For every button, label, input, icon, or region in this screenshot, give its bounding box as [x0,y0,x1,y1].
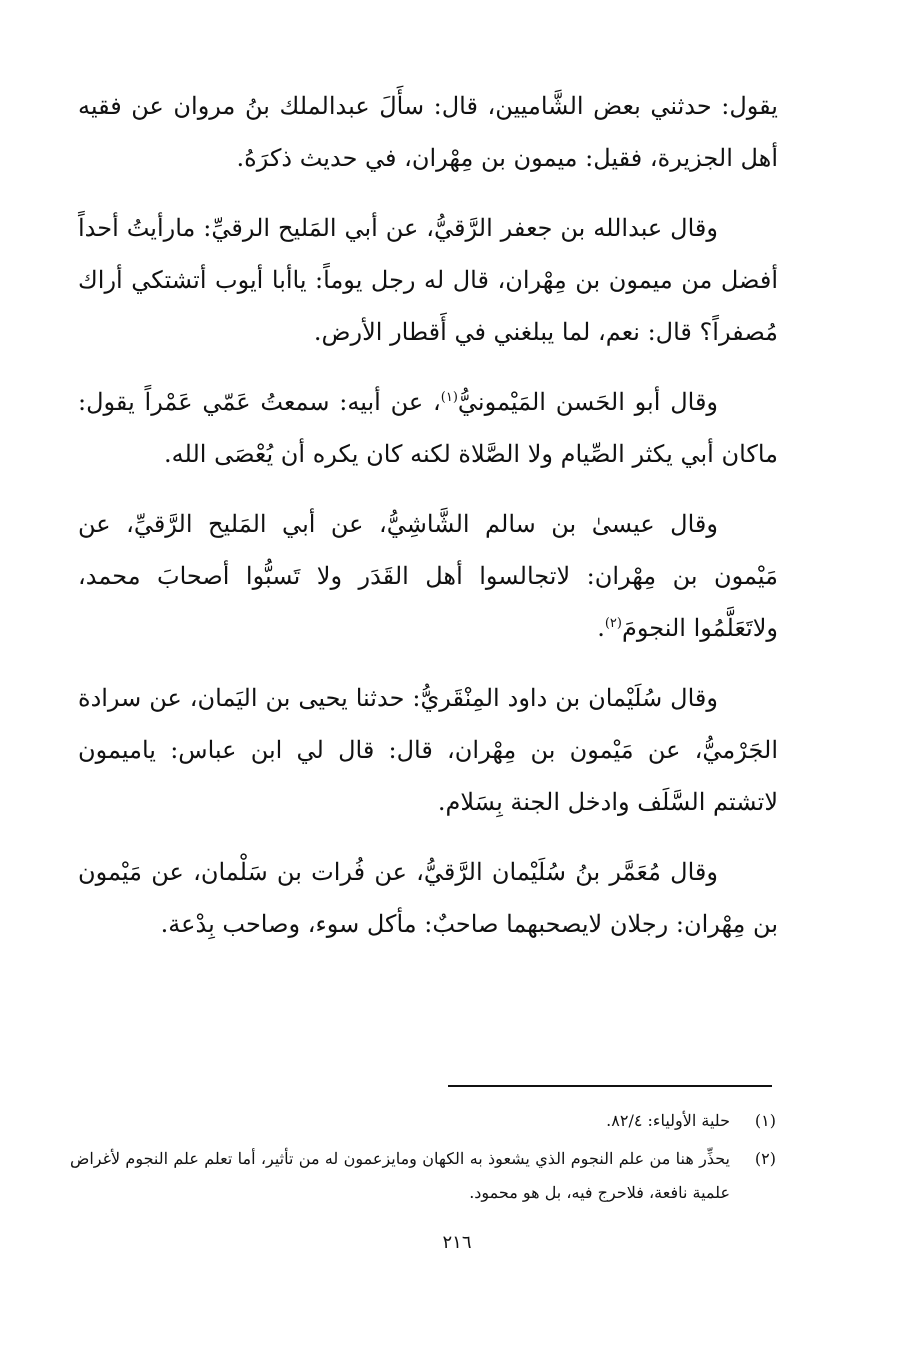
paragraph-5: وقال سُلَيْمان بن داود المِنْقَريُّ: حدثنا يحيى بن اليَمان، عن سرادة الجَرْميُّ، عن مَيْمون بن مِهْران، قال: قال لي ابن عباس: ياميمون لاتشتم السَّلَف وادخل الجنة بِسَلام. [78,684,778,816]
footnote-1 [70,1104,776,1138]
footnote-number: (١) [754,1111,776,1130]
footnote-ref-2[interactable]: (٢) [604,616,622,631]
paragraph-3 [78,376,778,480]
footnotes [70,1104,776,1214]
paragraph-1: يقول: حدثني بعض الشَّاميين، قال: سأَلَ عبدالملك بنُ مروان عن فقيه أهل الجزيرة، فقيل: ميمون بن مِهْران، في حديث ذكرَهُ. [78,92,778,172]
paragraph-6: وقال مُعَمَّر بنُ سُلَيْمان الرَّقيُّ، عن فُرات بن سَلْمان، عن مَيْمون بن مِهْران: رجلان لايصحبهما صاحبٌ: مأكل سوء، وصاحب بِدْعة. [78,858,778,938]
main-text [78,80,778,968]
footnote-text: حلية الأولياء: ٨٢/٤. [606,1111,730,1130]
footnote-divider [448,1085,772,1087]
paragraph-2: وقال عبدالله بن جعفر الرَّقيُّ، عن أبي المَليح الرقيِّ: مارأيتُ أحداً أفضل من ميمون بن مِهْران، قال له رجل يوماً: ياأبا أيوب أتشتكي أراك مُصفراً؟ قال: نعم، لما يبلغني في أَقطار الأرض. [78,214,778,346]
footnote-2 [70,1142,776,1210]
footnote-ref-1[interactable]: (١) [440,390,458,405]
footnote-text: يحذِّر هنا من علم النجوم الذي يشعوذ به الكهان ومايزعمون له من تأثير، أما تعلم علم النجوم لأغراض علمية نافعة، فلاحرج فيه، بل هو محمود. [70,1149,730,1202]
paragraph-4-end: . [597,614,605,642]
paragraph-4 [78,498,778,654]
footnote-number: (٢) [754,1149,776,1168]
page-number: ٢١٦ [442,1232,472,1253]
paragraph-4-text: وقال عيسىٰ بن سالم الشَّاشِيُّ، عن أبي المَليح الرَّقيِّ، عن مَيْمون بن مِهْران: لاتجالسوا أهل القَدَر ولا تَسبُّوا أصحابَ محمد، ولاتَعَلَّمُوا النجومَ [78,510,778,642]
paragraph-3-start: وقال أبو الحَسن المَيْمونيُّ [457,388,719,416]
paragraph-3-end: ، عن أبيه: سمعتُ عَمّي عَمْراً يقول: ماكان أبي يكثر الصِّيام ولا الصَّلاة لكنه كان يكره أن يُعْصَى الله. [78,388,778,468]
